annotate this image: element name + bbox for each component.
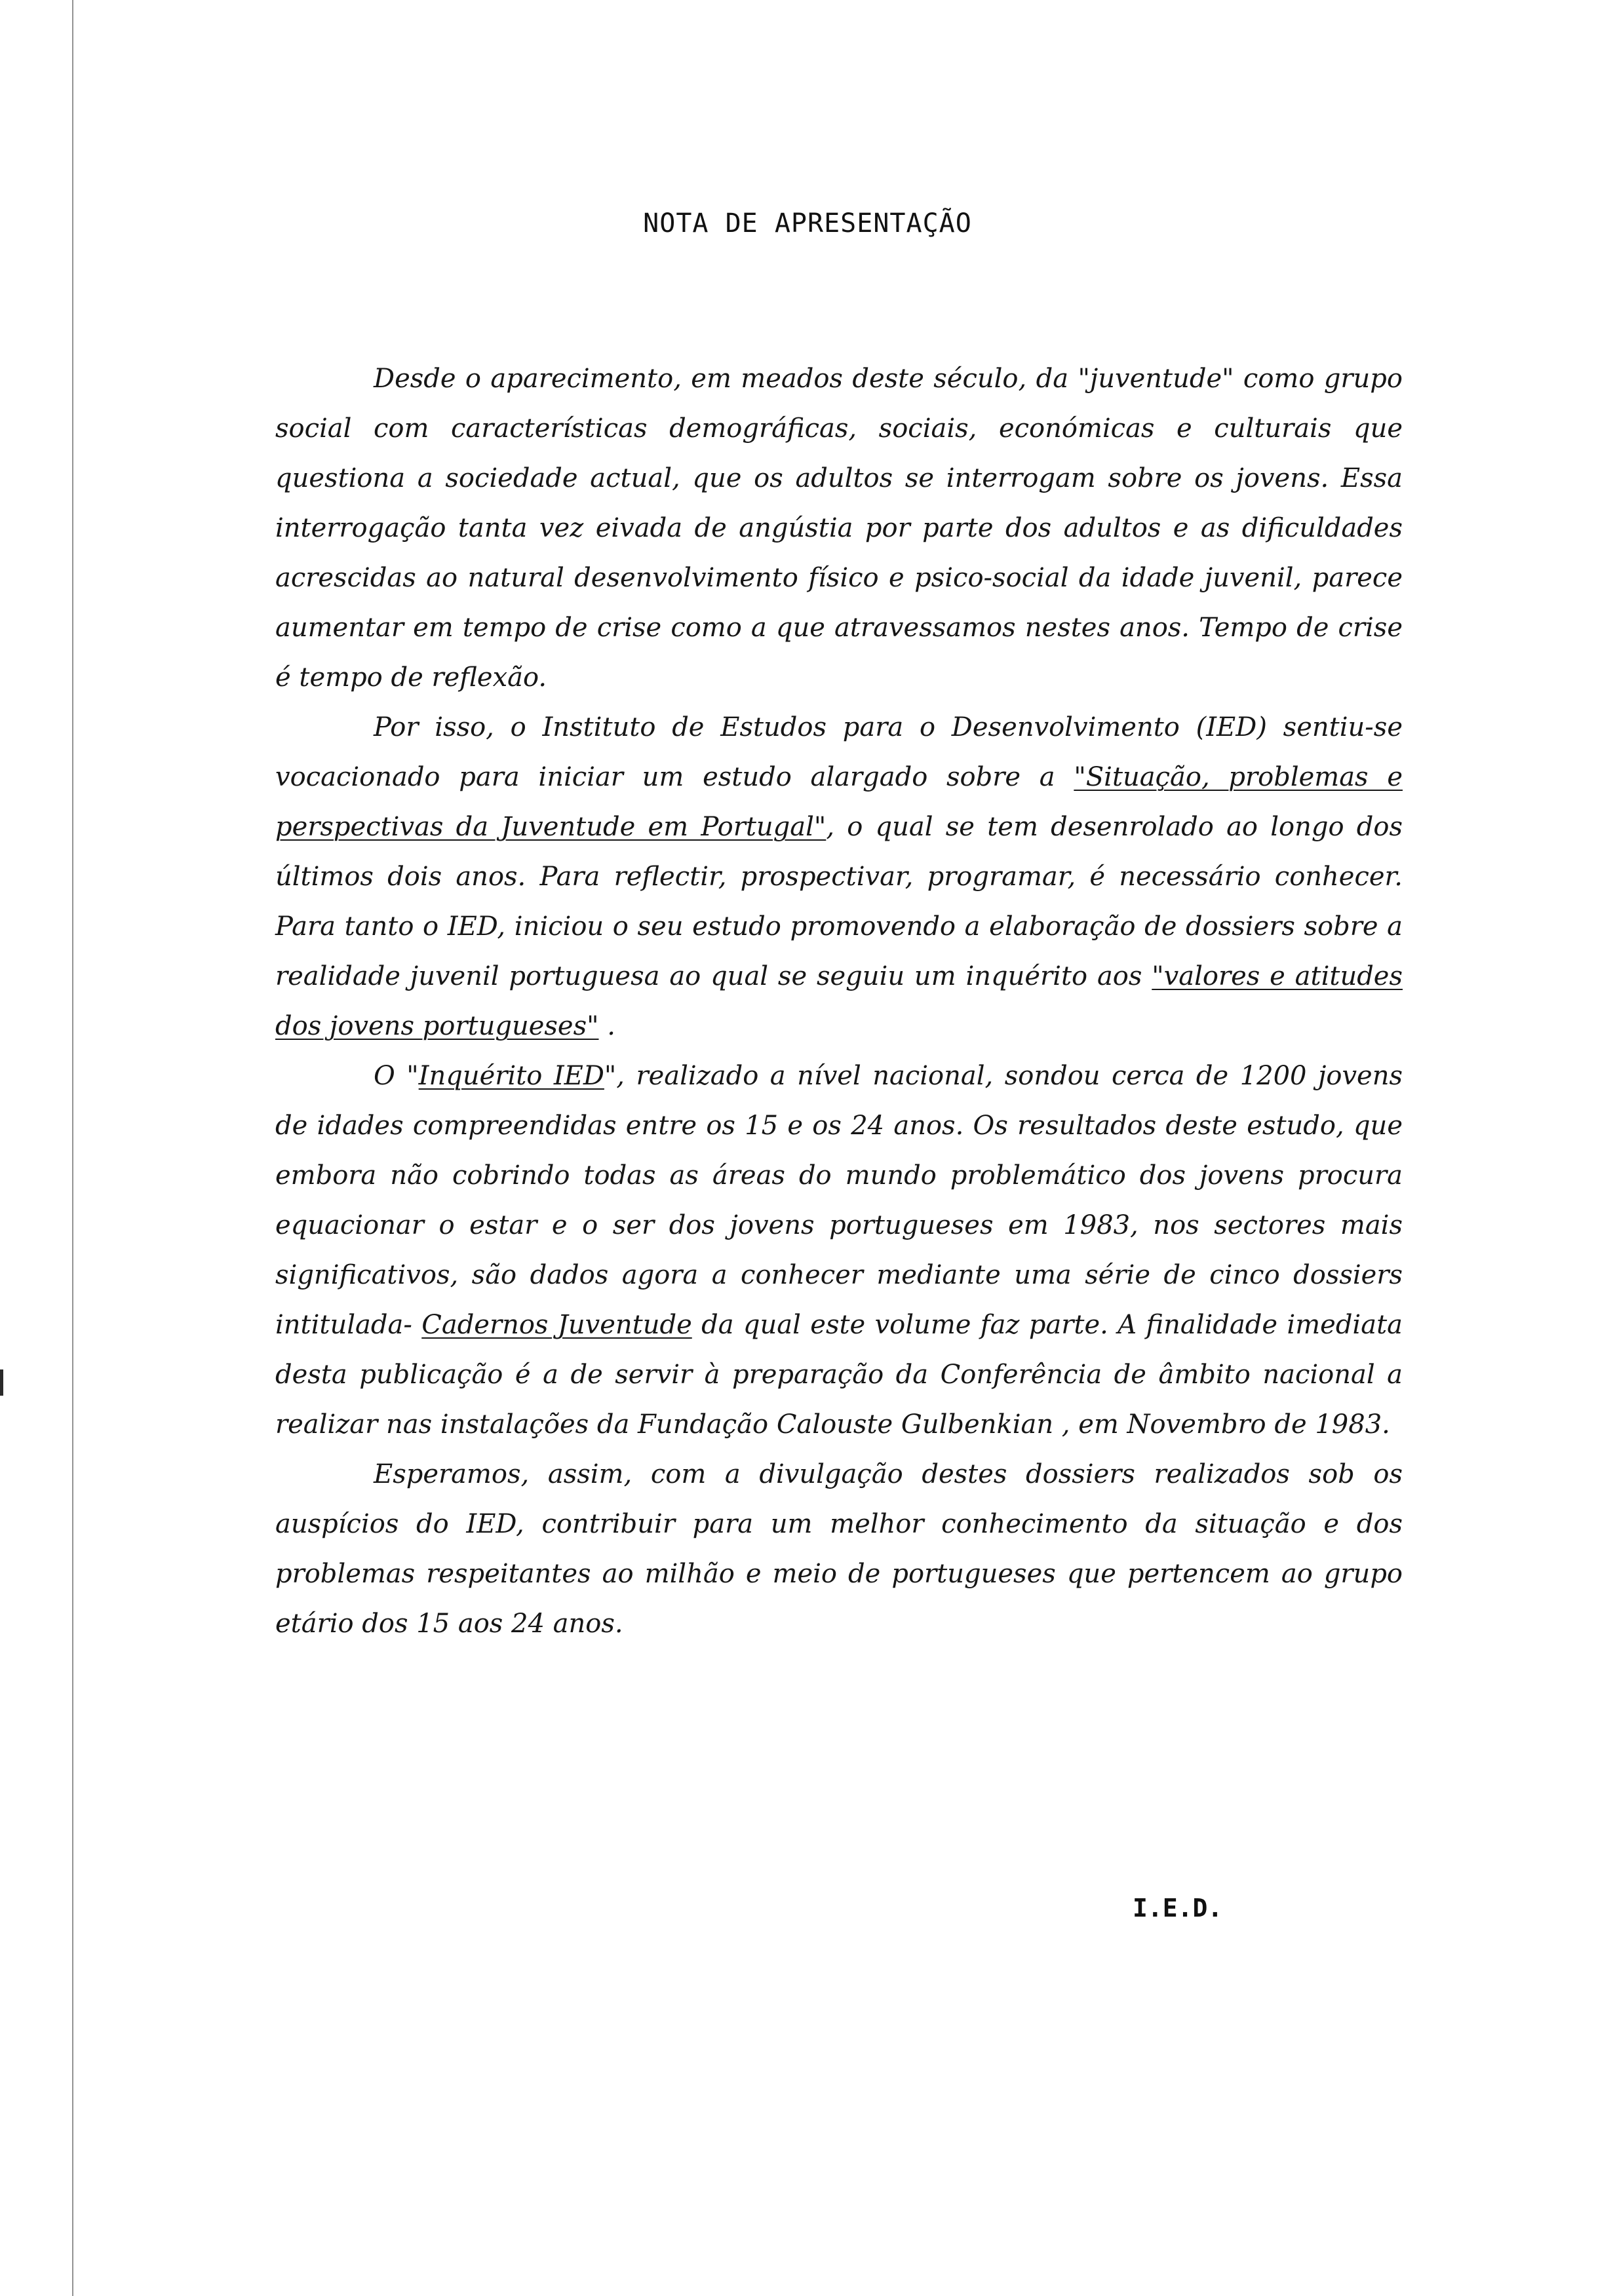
paragraph-3 xyxy=(275,1051,1403,1449)
paragraph-text: ", realizado a nível nacional, sondou cerca de 1200 jovens de idades compreendidas entre os 15 e os 24 anos. Os resultados deste estudo, que embora não cobrindo todas as áreas do mundo problemático dos jovens procura equacionar o estar e o ser dos jovens portugueses em 1983, nos sectores mais significativos, são dados agora a conhecer mediante uma série de cinco dossiers intitulada- xyxy=(275,1061,1403,1340)
document-body xyxy=(275,354,1403,1649)
paragraph-text: da qual este volume faz parte. A finalidade imediata desta publicação é a de servir à preparação da Conferência de âmbito nacional a realizar nas instalações da Fundação Calouste Gulbenkian , em Novembro de 1983. xyxy=(275,1310,1403,1440)
paragraph-text: Desde o aparecimento, em meados deste século, da "juventude" como grupo social com características demográficas, sociais, económicas e culturais que questiona a sociedade actual, que os adultos se interrogam sobre os jovens. Essa interrogação tanta vez eivada de angústia por parte dos adultos e as dificuldades acrescidas ao natural desenvolvimento físico e psico-social da idade juvenil, parece aumentar em tempo de crise como a que atravessamos nestes anos. Tempo de crise é tempo de reflexão. xyxy=(275,364,1403,693)
underlined-inquiry-name: Inquérito IED xyxy=(418,1061,604,1091)
left-margin-line xyxy=(72,0,73,2296)
underlined-survey-title: "valores e atitudes dos jovens portugueses" xyxy=(275,961,1403,1041)
paragraph-text: . xyxy=(598,1011,615,1041)
document-title: NOTA DE APRESENTAÇÃO xyxy=(643,208,972,239)
paragraph-text: Por isso, o Instituto de Estudos para o Desenvolvimento (IED) sentiu-se vocacionado para iniciar um estudo alargado sobre a xyxy=(275,712,1403,792)
paragraph-2 xyxy=(275,702,1403,1051)
underlined-series-name: Cadernos Juventude xyxy=(421,1310,692,1340)
underlined-study-title: "Situação, problemas e perspectivas da Juventude em Portugal" xyxy=(275,762,1403,842)
paragraph-text: O " xyxy=(374,1061,419,1091)
paragraph-text: , o qual se tem desenrolado ao longo dos últimos dois anos. Para reflectir, prospectivar, programar, é necessário conhecer. Para tanto o IED, iniciou o seu estudo promovendo a elaboração de dossiers sobre a realidade juvenil portuguesa ao qual se seguiu um inquérito aos xyxy=(275,812,1403,991)
signature: I.E.D. xyxy=(1133,1894,1223,1923)
paragraph-1 xyxy=(275,354,1403,702)
paragraph-text: Esperamos, assim, com a divulgação destes dossiers realizados sob os auspícios do IED, contribuir para um melhor conhecimento da situação e dos problemas respeitantes ao milhão e meio de portugueses que pertencem ao grupo etário dos 15 aos 24 anos. xyxy=(275,1459,1403,1639)
paragraph-4 xyxy=(275,1449,1403,1649)
binding-mark xyxy=(0,1369,3,1396)
